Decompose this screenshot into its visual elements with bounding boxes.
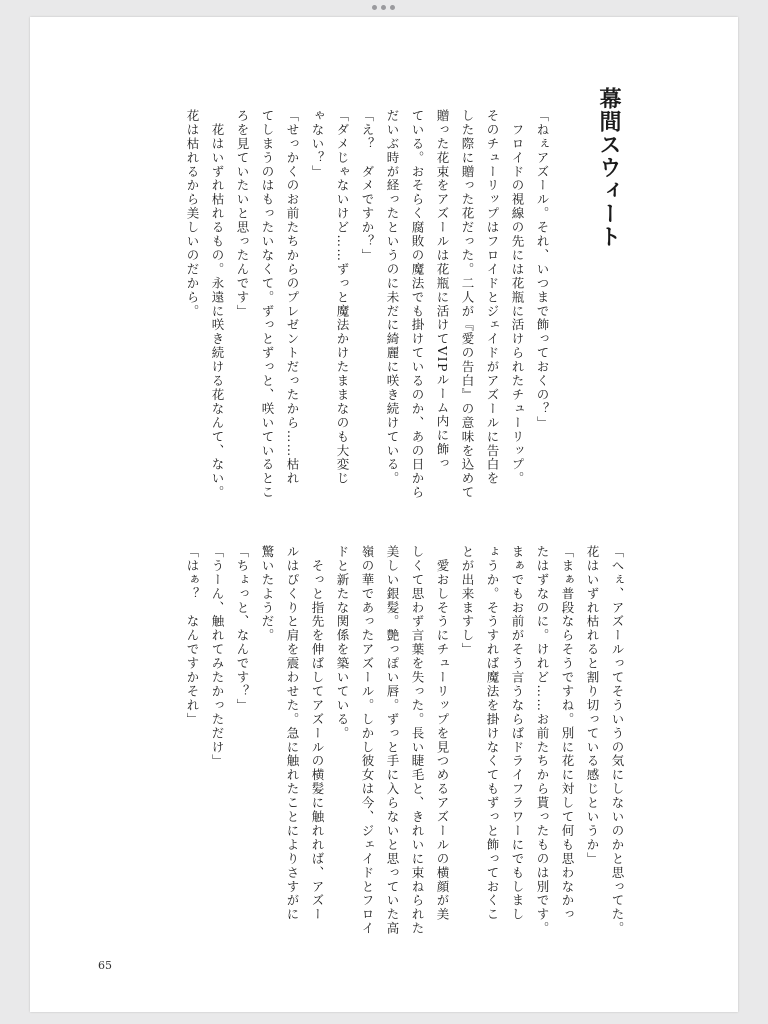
chapter-title: 幕間スウィート [596,87,622,248]
upper-text-block: 「ねぇアズール。それ、いつまで飾っておくの？」 フロイドの視線の先には花瓶に活けられたチューリップ。 そのチューリップはフロイドとジェイドがアズールに告白を した際に贈った花だった。二人が『愛の告白』の意味を込めて 贈った花束をアズールは花瓶に活けてVIPルーム内に飾っ ている。おそらく腐敗の魔法でも掛けているのか、あの日から だいぶ時が経ったというのに未だに綺麗に咲き続けている。 「え？ ダメですか？」 「ダメじゃないけど……ずっと魔法かけたままなのも大変じ ゃない？」 「せっかくのお前たちからのプレゼントだったから……枯れ てしまうのはもったいなくて。ずっとずっと、咲いているとこ ろを見ていたいと思ったんです」 花はいずれ枯れるもの。永遠に咲き続ける花なんて、ない。 花は枯れるから美しいのだから。 [185,109,550,500]
handle-dot [390,5,395,10]
handle-dot [372,5,377,10]
book-page [30,17,738,1012]
lower-text-block: 「へぇ、アズールってそういうの気にしないのかと思ってた。 花はいずれ枯れると割り切っている感じというか」 「まぁ普段ならそうですね。別に花に対して何も思わなかっ たはずなのに。けれど……お前たちから貰ったものは別です。 まぁでもお前がそう言うならばドライフラワーにでもしまし ょうか。そうすれば魔法を掛けなくてもずっと飾っておくこ とが出来ますし」 愛おしそうにチューリップを見つめるアズールの横顔が美 しくて思わず言葉を失った。長い睫毛と、きれいに束ねられた 美しい銀髪。艶っぽい唇。ずっと手に入らないと思っていた高 嶺の華であったアズール。しかし彼女は今、ジェイドとフロイ ドと新たな関係を築いている。 そっと指先を伸ばしてアズールの横髪に触れれば、アズー ルはぴくりと肩を震わせた。急に触れたことによりさすがに 驚いたようだ。 「ちょっと、なんです？」 「うーん、触れてみたかっただけ」 「はぁ？ なんですかそれ」 [185,545,625,936]
page-number: 65 [98,959,112,972]
handle-dot [381,5,386,10]
window-drag-handle[interactable] [372,5,395,10]
